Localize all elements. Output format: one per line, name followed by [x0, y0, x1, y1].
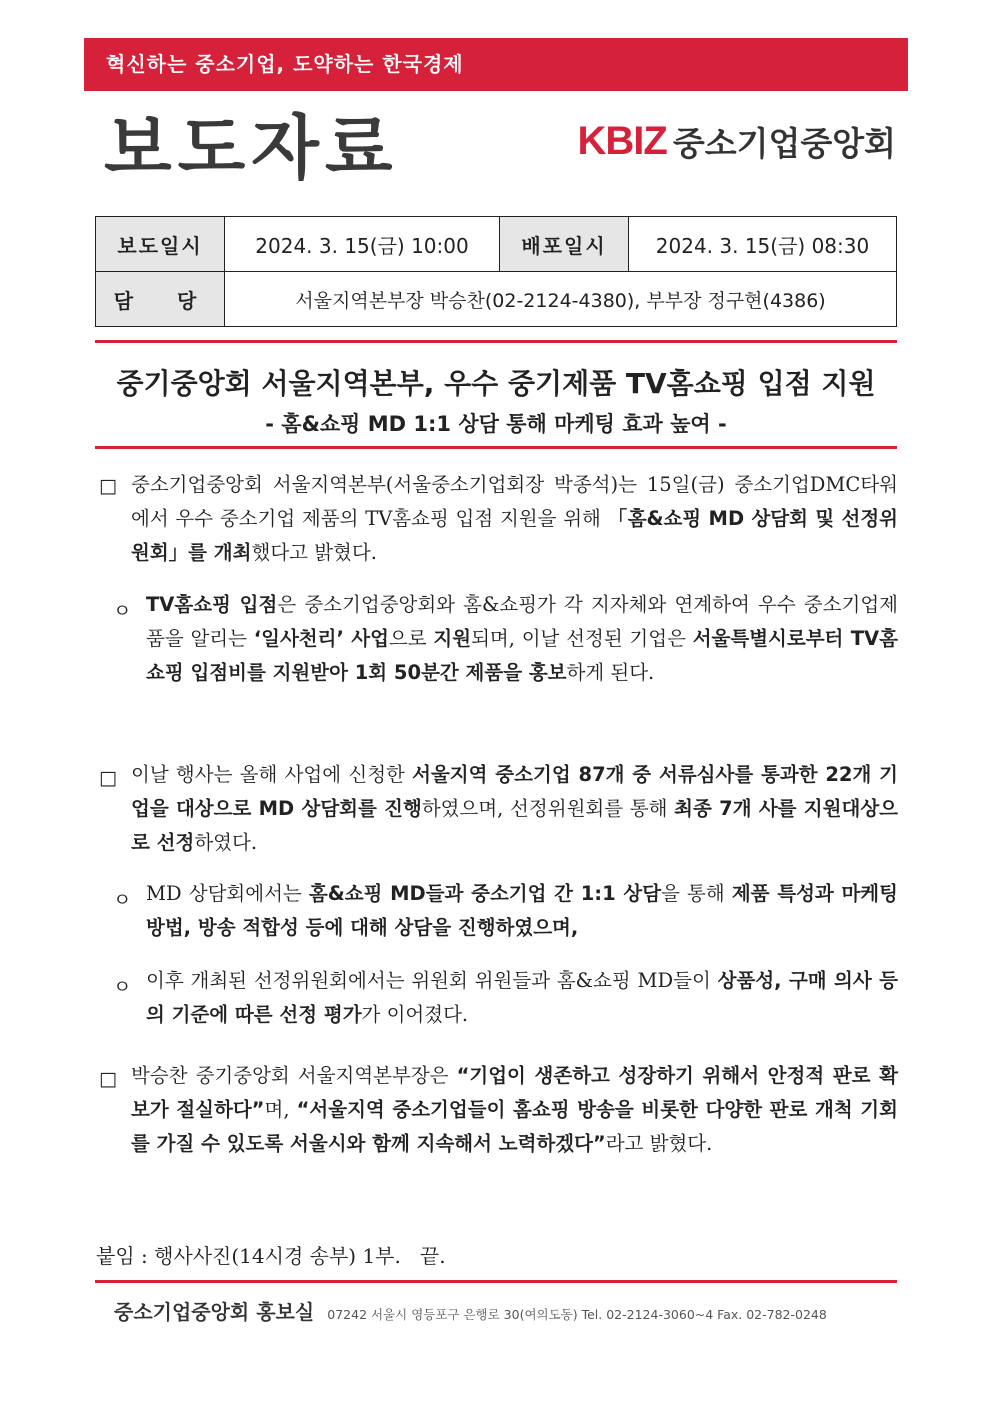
- circle-bullet: ㅇ: [113, 889, 132, 911]
- headline: 중기중앙회 서울지역본부, 우수 중기제품 TV홈쇼핑 입점 지원: [116, 367, 876, 400]
- release-date-label: 보도일시: [96, 217, 225, 272]
- logo-text: 중소기업중앙회: [672, 124, 896, 163]
- contact-label: 담 당: [96, 272, 225, 327]
- square-bullet: □: [99, 767, 117, 789]
- footer-department: 중소기업중앙회 홍보실: [114, 1300, 315, 1324]
- footer-address: 07242 서울시 영등포구 은행로 30(여의도동) Tel. 02-2124-3060~4 Fax. 02-782-0248: [327, 1307, 827, 1322]
- square-bullet: □: [99, 475, 117, 497]
- slogan-banner: 혁신하는 중소기업, 도약하는 한국경제: [84, 38, 908, 91]
- kbiz-logo: [578, 118, 896, 165]
- paragraph-2: TV홈쇼핑 입점은 중소기업중앙회와 홈&쇼핑가 각 지자체와 연계하여 우수 중소기업제품을 알리는 ‘일사천리’ 사업으로 지원되며, 이날 선정된 기업은 서울특별시로부터 TV홈쇼핑 입점비를 지원받아 1회 50분간 제품을 홍보하게 된다.: [146, 593, 898, 684]
- circle-bullet: ㅇ: [113, 600, 132, 622]
- paragraph-3: 이날 행사는 올해 사업에 신청한 서울지역 중소기업 87개 중 서류심사를 통과한 22개 기업을 대상으로 MD 상담회를 진행하였으며, 선정위원회를 통해 최종 7개 사를 지원대상으로 선정하였다.: [131, 763, 898, 854]
- distribution-date-value: 2024. 3. 15(금) 08:30: [629, 217, 897, 272]
- paragraph-5: 이후 개최된 선정위원회에서는 위원회 위원들과 홈&쇼핑 MD들이 상품성, 구매 의사 등의 기준에 따른 선정 평가가 이어졌다.: [146, 969, 898, 1026]
- square-bullet: □: [99, 1068, 117, 1090]
- footer: [114, 1296, 827, 1325]
- paragraph-4: MD 상담회에서는 홈&쇼핑 MD들과 중소기업 간 1:1 상담을 통해 제품 특성과 마케팅 방법, 방송 적합성 등에 대해 상담을 진행하였으며,: [146, 882, 898, 939]
- release-date-value: 2024. 3. 15(금) 10:00: [225, 217, 500, 272]
- logo-mark: KBIZ: [577, 119, 667, 163]
- contact-value: 서울지역본부장 박승찬(02-2124-4380), 부부장 정구현(4386): [225, 272, 897, 327]
- page-title: 보도자료: [104, 107, 399, 189]
- footer-rule: [95, 1280, 897, 1283]
- distribution-date-label: 배포일시: [500, 217, 629, 272]
- headline-bottom-rule: [95, 446, 897, 449]
- headline-top-rule: [95, 340, 897, 343]
- attachment-note: 붙임 : 행사사진(14시경 송부) 1부. 끝.: [96, 1244, 446, 1268]
- paragraph-6: 박승찬 중기중앙회 서울지역본부장은 “기업이 생존하고 성장하기 위해서 안정적 판로 확보가 절실하다”며, “서울지역 중소기업들이 홈쇼핑 방송을 비롯한 다양한 판로 개척 기회를 가질 수 있도록 서울시와 함께 지속해서 노력하겠다”라고 밝혔다.: [131, 1064, 898, 1155]
- subheadline: - 홈&쇼핑 MD 1:1 상담 통해 마케팅 효과 높여 -: [265, 412, 727, 436]
- release-info-table: [95, 216, 897, 327]
- circle-bullet: ㅇ: [113, 976, 132, 998]
- paragraph-1: 중소기업중앙회 서울지역본부(서울중소기업회장 박종석)는 15일(금) 중소기업DMC타워에서 우수 중소기업 제품의 TV홈쇼핑 입점 지원을 위해 「홈&쇼핑 MD 상담회 및 선정위원회」를 개최했다고 밝혔다.: [131, 473, 898, 564]
